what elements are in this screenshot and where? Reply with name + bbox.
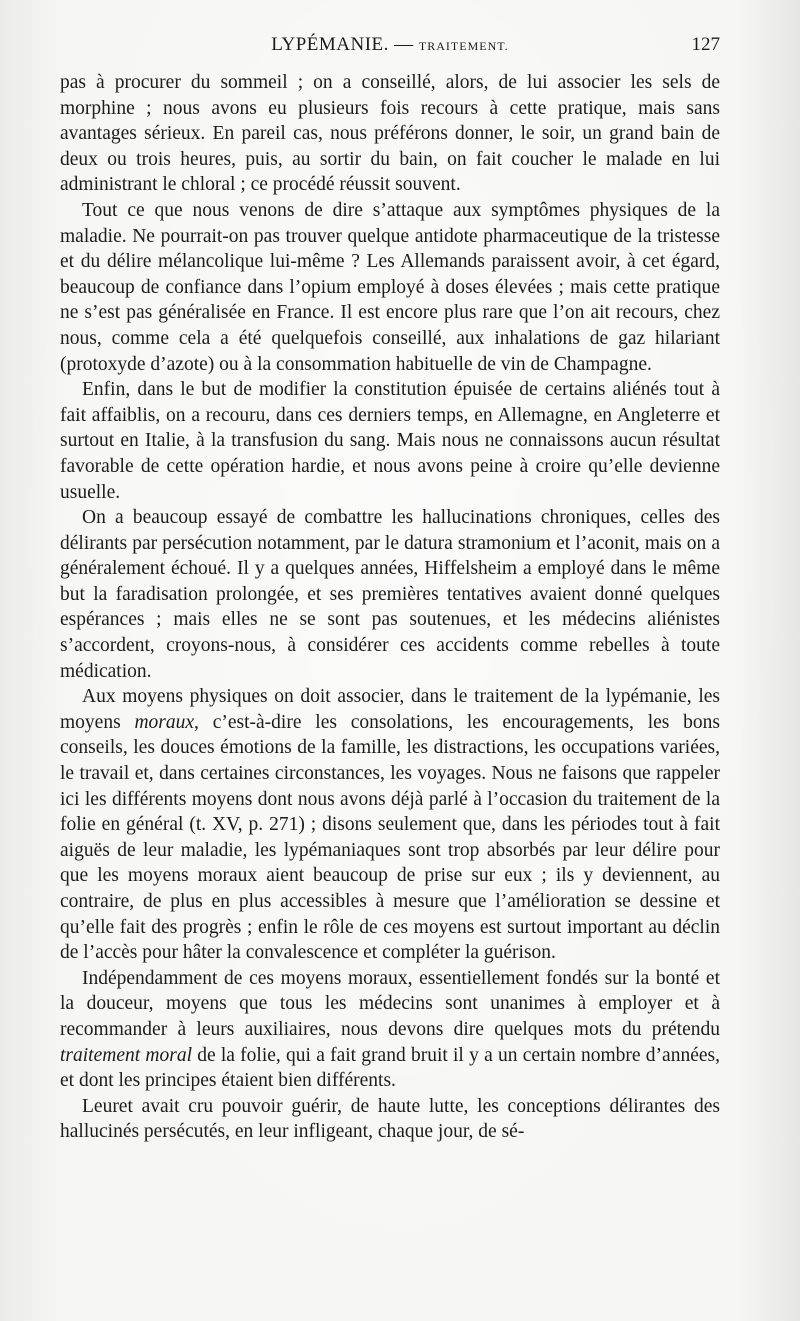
paragraph-6-text-b: de la folie, qui a fait grand bruit il y a un certain nombre d’années, et dont les principes étaient bien différents. [60, 1044, 720, 1092]
running-header [60, 34, 720, 58]
paragraph-5-text-b: , c’est-à-dire les consolations, les encouragements, les bons conseils, les douces émotions de la famille, les distractions, les occupations variées, le travail et, dans certaines circonstances, les voyages. Nous ne faisons que rappeler ici les différents moyens dont nous avons déjà parlé à l’occasion du traitement de la folie en général (t. XV, p. 271) ; disons seulement que, dans les périodes tout à fait aiguës de leur maladie, les lypémaniaques sont trop absorbés par leur délire pour que les moyens moraux aient beaucoup de prise sur eux ; ils y deviennent, au contraire, de plus en plus accessibles à mesure que l’amélioration se dessine et qu’elle fait des progrès ; enfin le rôle de ces moyens est surtout important au déclin de l’accès pour hâter la convalescence et compléter la guérison. [60, 711, 720, 964]
paragraph-2: Tout ce que nous venons de dire s’attaque aux symptômes physiques de la maladie. Ne pourrait-on pas trouver quelque antidote pharmaceutique de la tristesse et du délire mélancolique lui-même ? Les Allemands paraissent avoir, à cet égard, beaucoup de confiance dans l’opium employé à doses élevées ; mais cette pratique ne s’est pas généralisée en France. Il est encore plus rare que l’on ait recours, chez nous, comme cela a été quelquefois conseillé, aux inhalations de gaz hilariant (protoxyde d’azote) ou à la consommation habituelle de vin de Champagne. [60, 199, 720, 375]
paragraph-6 [60, 966, 720, 1094]
paragraph-7: Leuret avait cru pouvoir guérir, de haute lutte, les conceptions délirantes des hallucinés persécutés, en leur infligeant, chaque jour, de sé- [60, 1095, 720, 1143]
emphasis-moraux: moraux [134, 711, 195, 733]
page-number: 127 [691, 34, 720, 55]
paragraph-3: Enfin, dans le but de modifier la constitution épuisée de certains aliénés tout à fait affaiblis, on a recouru, dans ces derniers temps, en Allemagne, en Angleterre et surtout en Italie, à la transfusion du sang. Mais nous ne connaissons aucun résultat favorable de cette opération hardie, et nous avons peine à croire qu’elle devienne usuelle. [60, 379, 720, 503]
paragraph-6-text-a: Indépendamment de ces moyens moraux, essentiellement fondés sur la bonté et la douceur, moyens que tous les médecins sont unanimes à employer et à recommander à leurs auxiliaires, nous devons dire quelques mots du prétendu [60, 967, 720, 1040]
emphasis-traitement-moral: traitement moral [60, 1044, 192, 1066]
body-text [60, 70, 720, 1145]
paragraph-5-text-a: Aux moyens physiques on doit associer, dans le traitement de la lypémanie, les moyens [60, 686, 720, 733]
paragraph-5 [60, 684, 720, 966]
paragraph-1: pas à procurer du sommeil ; on a conseillé, alors, de lui associer les sels de morphine ; nous avons eu plusieurs fois recours à cette pratique, mais sans avantages sérieux. En pareil cas, nous préférons donner, le soir, un grand bain de deux ou trois heures, puis, au sortir du bain, on fait coucher le malade en lui administrant le chloral ; ce procédé réussit souvent. [60, 72, 720, 196]
paragraph-4: On a beaucoup essayé de combattre les hallucinations chroniques, celles des délirants par persécution notamment, par le datura stramonium et l’aconit, mais on a généralement échoué. Il y a quelques années, Hiffelsheim a employé dans le même but la faradisation prolongée, et ses premières tentatives avaient donné quelques espérances ; mais elles ne se sont pas soutenues, et les médecins aliénistes s’accordent, croyons-nous, à considérer ces accidents comme rebelles à toute médication. [60, 507, 720, 682]
running-title [60, 34, 720, 56]
running-title-main: LYPÉMANIE. — [271, 34, 414, 55]
running-title-sub: TRAITEMENT. [418, 39, 509, 53]
